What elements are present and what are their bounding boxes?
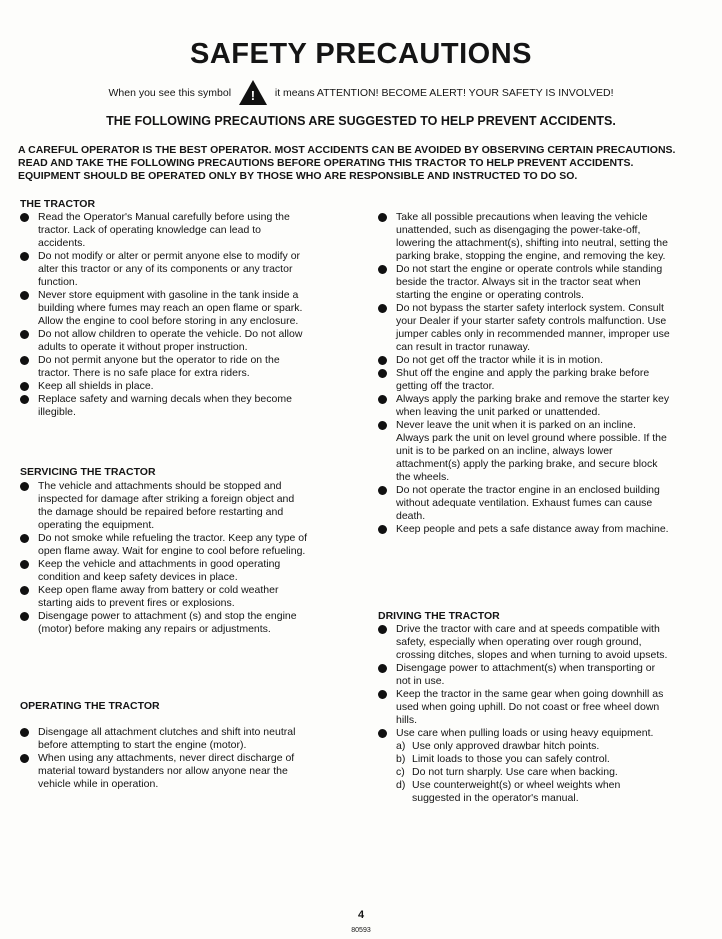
bullet-icon xyxy=(20,382,29,391)
bullet-icon xyxy=(378,304,387,313)
list-servicing xyxy=(20,480,310,636)
bullet-icon xyxy=(378,486,387,495)
list-driving xyxy=(378,623,670,805)
sublist-item: a) Use only approved drawbar hitch points. xyxy=(396,740,600,752)
list-item: Never leave the unit when it is parked on an incline. Always park the unit on level ground where possible. If the unit is to be parked on an incline, always lower attachment(s) apply the parking brake, and secure block the wheels. xyxy=(378,419,670,484)
symbol-text-before: When you see this symbol xyxy=(108,87,232,99)
bullet-icon xyxy=(378,369,387,378)
sublist-item: d) Use counterweight(s) or wheel weights when suggested in the operator's manual. xyxy=(396,779,621,804)
bullet-icon xyxy=(378,356,387,365)
bullet-icon xyxy=(20,754,29,763)
list-item: Do not bypass the starter safety interlock system. Consult your Dealer if your starter safety controls malfunction. Use jumper cables only in recommended manner, improper use can result in tractor runaway. xyxy=(378,302,670,354)
bullet-icon xyxy=(378,213,387,222)
bullet-icon xyxy=(378,395,387,404)
intro-paragraph: A CAREFUL OPERATOR IS THE BEST OPERATOR. MOST ACCIDENTS CAN BE AVOIDED BY OBSERVING CERTAIN PRECAUTIONS. READ AND TAKE THE FOLLOWING PRECAUTIONS BEFORE OPERATING THIS TRACTOR TO HELP PREVENT ACCIDENTS. EQUIPMENT SHOULD BE OPERATED ONLY BY THOSE WHO ARE RESPONSIBLE AND INSTRUCTED TO DO SO. xyxy=(18,144,676,182)
list-item: Keep open flame away from battery or cold weather starting aids to prevent fires or explosions. xyxy=(20,584,310,610)
sublist-item: c) Do not turn sharply. Use care when backing. xyxy=(396,766,618,778)
bullet-icon xyxy=(378,690,387,699)
section-title-driving: DRIVING THE TRACTOR xyxy=(378,610,500,622)
subtitle: THE FOLLOWING PRECAUTIONS ARE SUGGESTED TO HELP PREVENT ACCIDENTS. xyxy=(106,114,616,128)
list-item: Disengage all attachment clutches and shift into neutral before attempting to start the engine (motor). xyxy=(20,726,310,752)
list-item: Disengage power to attachment(s) when transporting or not in use. xyxy=(378,662,670,688)
list-item: Do not start the engine or operate controls while standing beside the tractor. Always sit in the tractor seat when starting the engine or operating controls. xyxy=(378,263,670,302)
list-item: Do not allow children to operate the vehicle. Do not allow adults to operate it without proper instruction. xyxy=(20,328,310,354)
bullet-icon xyxy=(20,728,29,737)
bullet-icon xyxy=(20,534,29,543)
list-item: Keep the vehicle and attachments in good operating condition and keep safety devices in place. xyxy=(20,558,310,584)
list-item: Shut off the engine and apply the parking brake before getting off the tractor. xyxy=(378,367,670,393)
bullet-icon xyxy=(20,612,29,621)
list-item: Take all possible precautions when leaving the vehicle unattended, such as disengaging the power-take-off, lowering the attachment(s), shifting into neutral, setting the parking brake, stopping the engine, and removing the key. xyxy=(378,211,670,263)
bullet-icon xyxy=(20,395,29,404)
list-item: Do not get off the tractor while it is in motion. xyxy=(378,354,670,367)
list-item: Read the Operator's Manual carefully before using the tractor. Lack of operating knowledge can lead to accidents. xyxy=(20,211,310,250)
page-number: 4 xyxy=(357,909,365,921)
bullet-icon xyxy=(20,586,29,595)
list-item: Drive the tractor with care and at speeds compatible with safety, especially when operating over rough ground, crossing ditches, slopes and when turning to avoid upsets. xyxy=(378,623,670,662)
section-title-operating: OPERATING THE TRACTOR xyxy=(20,700,160,712)
bullet-icon xyxy=(378,421,387,430)
document-code: 80593 xyxy=(351,927,371,934)
section-title-tractor: THE TRACTOR xyxy=(20,198,96,210)
list-item: Keep all shields in place. xyxy=(20,380,310,393)
list-item: Do not modify or alter or permit anyone else to modify or alter this tractor or any of its components or any tractor function. xyxy=(20,250,310,289)
list-item: Do not smoke while refueling the tractor. Keep any type of open flame away. Wait for engine to cool before refueling. xyxy=(20,532,310,558)
bullet-icon xyxy=(20,560,29,569)
bullet-icon xyxy=(20,213,29,222)
list-item: Keep the tractor in the same gear when going downhill as used when going uphill. Do not coast or free wheel down hills. xyxy=(378,688,670,727)
list-general xyxy=(378,211,670,536)
list-tractor xyxy=(20,211,310,419)
list-item: Do not permit anyone but the operator to ride on the tractor. There is no safe place for extra riders. xyxy=(20,354,310,380)
list-item: Disengage power to attachment (s) and stop the engine (motor) before making any repairs or adjustments. xyxy=(20,610,310,636)
list-item: Use care when pulling loads or using heavy equipment. a) Use only approved drawbar hitch points. b) Limit loads to those you can safely control. c) Do not turn sharply. Use care when backing. d) Use counterweight(s) or wheel weights when suggested in the operator's manual. xyxy=(378,727,670,805)
page-title: SAFETY PRECAUTIONS xyxy=(189,38,532,70)
sublist-driving xyxy=(396,740,670,805)
bullet-icon xyxy=(378,525,387,534)
list-item: The vehicle and attachments should be stopped and inspected for damage after striking a foreign object and the damage should be repaired before restarting and operating the equipment. xyxy=(20,480,310,532)
list-item: Always apply the parking brake and remove the starter key when leaving the unit parked or unattended. xyxy=(378,393,670,419)
section-title-servicing: SERVICING THE TRACTOR xyxy=(20,466,156,478)
bullet-icon xyxy=(20,482,29,491)
symbol-explanation xyxy=(0,80,722,106)
list-item: Replace safety and warning decals when they become illegible. xyxy=(20,393,310,419)
bullet-icon xyxy=(378,664,387,673)
list-operating xyxy=(20,726,310,791)
list-item: Do not operate the tractor engine in an enclosed building without adequate ventilation. Exhaust fumes can cause death. xyxy=(378,484,670,523)
bullet-icon xyxy=(20,356,29,365)
warning-triangle-icon: ! xyxy=(239,80,267,106)
list-item: Never store equipment with gasoline in the tank inside a building where fumes may reach an open flame or spark. Allow the engine to cool before storing in any enclosure. xyxy=(20,289,310,328)
sublist-item: b) Limit loads to those you can safely control. xyxy=(396,753,610,765)
bullet-icon xyxy=(378,729,387,738)
bullet-icon xyxy=(20,330,29,339)
symbol-text-after: it means ATTENTION! BECOME ALERT! YOUR SAFETY IS INVOLVED! xyxy=(274,87,614,99)
bullet-icon xyxy=(20,291,29,300)
list-item: Keep people and pets a safe distance away from machine. xyxy=(378,523,670,536)
bullet-icon xyxy=(378,625,387,634)
list-item: When using any attachments, never direct discharge of material toward bystanders nor allow anyone near the vehicle while in operation. xyxy=(20,752,310,791)
bullet-icon xyxy=(378,265,387,274)
bullet-icon xyxy=(20,252,29,261)
